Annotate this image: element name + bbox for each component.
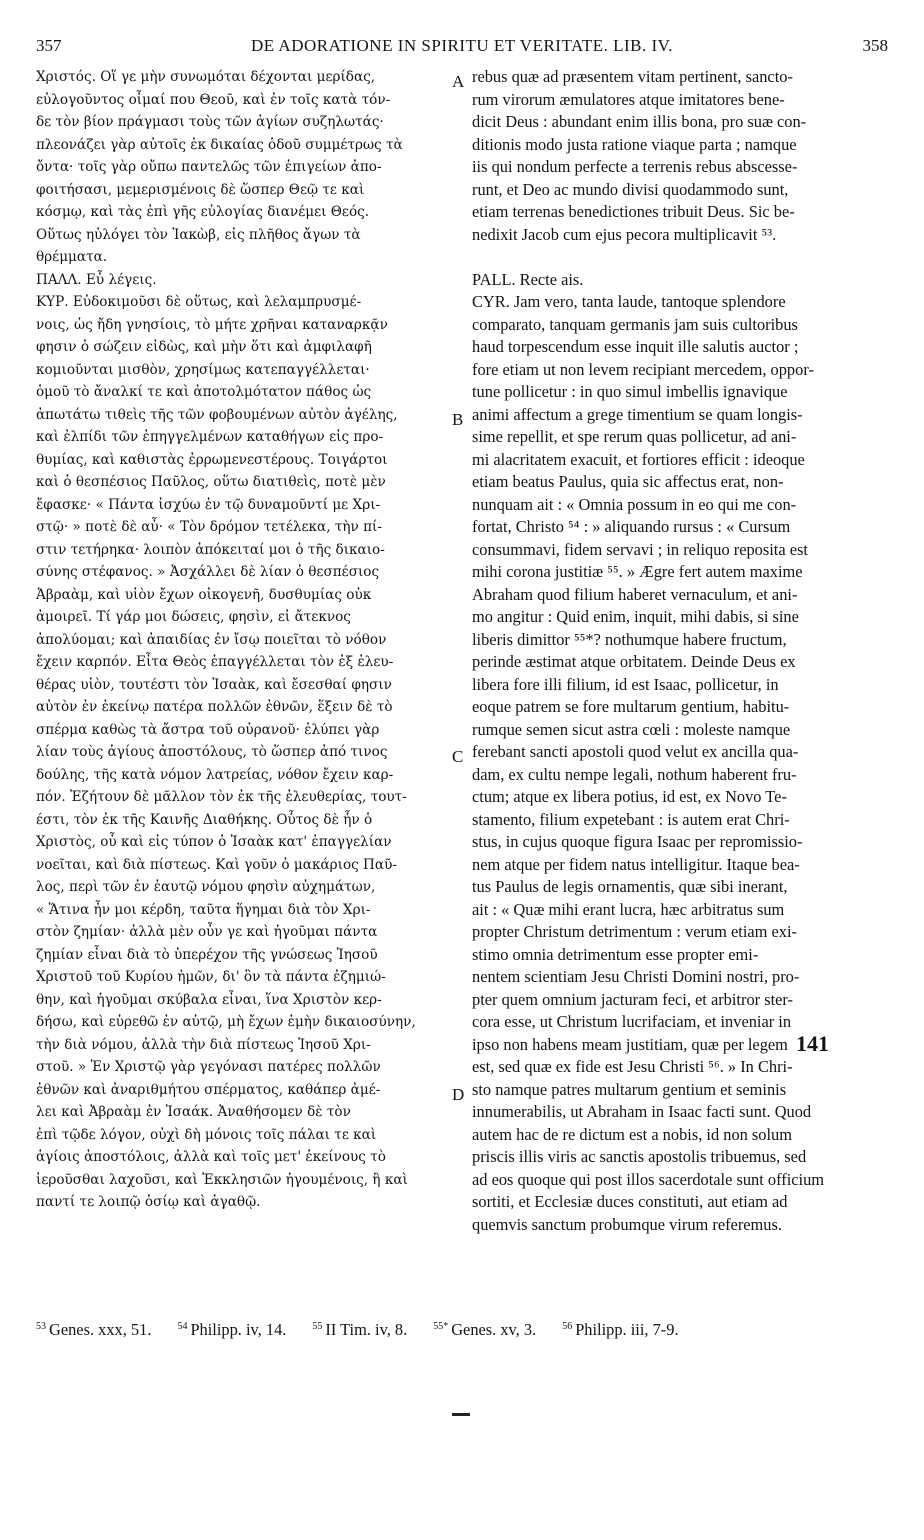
latin-text-line: liberis dimittor ⁵⁵*? nothumque habere fructum, (472, 629, 787, 649)
greek-text-line: ὄντα· τοῖς γὰρ οὔπω παντελῶς τῶν ἐπιγείων ἀπο- (36, 159, 382, 175)
latin-text-line: runt, et Deo ac mundo divisi quodammodo sunt, (472, 179, 789, 199)
greek-text-line: έστι, τὸν ἐκ τῆς Καινῆς Διαθήκης. Οὗτος δὲ ἦν ὁ (36, 811, 373, 828)
latin-text-line: autem hac de re dictum est a nobis, id non solum (472, 1124, 793, 1144)
greek-text-line: ΚΥΡ. Εὐδοκιμοῦσι δὲ οὕτως, καὶ λελαμπρυσμέ- (36, 294, 362, 310)
greek-text-line: Χριστοῦ τοῦ Κυρίου ἡμῶν, δι' ὃν τὰ πάντα ἐζημιώ- (36, 969, 386, 985)
greek-text-line: δε τὸν βίον πράγμασι τοὺς τῶν ἁγίων συζηλωτάς· (36, 114, 384, 130)
latin-text-line (472, 246, 892, 269)
greek-text-line: φοιτήσασι, μεμερισμένοις δὲ ὥσπερ Θεῷ τε καὶ (36, 181, 365, 198)
greek-text-line: ἔχειν καρπόν. Εἶτα Θεὸς ἐπαγγέλλεται τὸν ἐξ ἐλευ- (36, 654, 394, 670)
footnote-reference: Genes. xxx, 51. (49, 1320, 152, 1339)
latin-column (472, 66, 892, 1236)
section-marker: A (452, 72, 465, 91)
latin-text-line: mo angitur : Quid enim, inquit, mihi dabis, si sine (472, 607, 799, 626)
greek-text-line: Χριστός. Οἵ γε μὴν συνωμόται δέχονται μερίδας, (36, 69, 376, 85)
greek-text-line: θην, καὶ ἡγοῦμαι σκύβαλα εἶναι, ἵνα Χριστὸν κερ- (36, 991, 382, 1008)
latin-text-line: perinde æstimat atque orbitatem. Deinde Deus ex (472, 652, 796, 671)
bottom-rule (452, 1413, 470, 1416)
footnote (433, 1320, 536, 1340)
latin-text-line: rumque semen sicut astra cœli : moleste namque (472, 719, 791, 739)
greek-text-line: λος, περὶ τῶν ἐν ἑαυτῷ νόμου φησὶν αὐχημάτων, (36, 879, 376, 895)
footnote-reference: Genes. xv, 3. (451, 1320, 537, 1339)
greek-text-line: ὁμοῦ τὸ ἄναλκί τε καὶ ἀποτολμότατον πάθος ὡς (36, 384, 372, 400)
running-header (36, 36, 888, 60)
latin-text-line: CYR. Jam vero, tanta laude, tantoque splendore (472, 292, 786, 311)
greek-text-line: λει καὶ Ἀβραὰμ ἐν Ἰσαάκ. Ἀναθήσομεν δὲ τὸν (36, 1104, 351, 1120)
latin-text-line: nem atque per fidem natus intelligitur. Itaque bea- (472, 854, 800, 874)
latin-text-line: haud torpescendum esse inquit ille salutis auctor ; (472, 337, 799, 356)
greek-text-line: ἀπολύομαι; καὶ ἀπαιδίας ἐν ἴσῳ ποιεῖται τὸ νόθον (36, 631, 387, 648)
footnote (177, 1320, 286, 1340)
latin-text-line: nunquam ait : « Omnia possum in eo qui me con- (472, 494, 797, 514)
margin-page-number: 141 (796, 1031, 829, 1056)
footnote (312, 1320, 407, 1340)
greek-text-line: δήσω, καὶ εὑρεθῶ ἐν αὐτῷ, μὴ ἔχων ἐμὴν δικαιοσύνην, (36, 1014, 416, 1030)
greek-text-line: παντί τε λοιπῷ ὁσίῳ καὶ ἀγαθῷ. (36, 1194, 261, 1210)
greek-text-line: ἱεροῦσθαι λαχοῦσι, καὶ Ἐκκλησιῶν ἡγουμένοις, ἢ καὶ (36, 1171, 408, 1188)
greek-text-line: Οὕτως ηὐλόγει τὸν Ἰακὼβ, εἰς πλῆθος ἄγων τὰ (36, 226, 361, 243)
running-title: DE ADORATIONE IN SPIRITU ET VERITATE. LIB. IV. (250, 36, 674, 55)
greek-text-line: τὴν διὰ νόμου, ἀλλὰ τὴν διὰ πίστεως Ἰησοῦ Χρι- (36, 1036, 371, 1053)
greek-text-line: καὶ ἐλπίδι τῶν ἐπηγγελμένων καταθήγων εἰς προ- (36, 429, 384, 445)
latin-text-line: comparato, tanquam germanis jam suis cultoribus (472, 314, 798, 334)
greek-text-line: Ἀβραὰμ, καὶ υἱὸν ἔχων οἰκογενῆ, δυσθυμίας οὐκ (36, 586, 372, 603)
greek-text-line: νοις, ὡς ἤδη γνησίοις, τὸ μήτε χρῆναι καταναρκᾷν (36, 316, 388, 333)
page-number-right: 358 (862, 36, 888, 55)
greek-text-line: ἀπωτάτω τιθεὶς τῆς τῶν φοβουμένων αὐτὸν ἀγέλης, (36, 406, 398, 423)
latin-text-line: fortat, Christo ⁵⁴ : » aliquando rursus : « Cursum (472, 517, 791, 536)
latin-text-line: ait : « Quæ mihi erant lucra, hæc arbitratus sum (472, 899, 785, 919)
greek-text-line: στὸν ζημίαν· ἀλλὰ μὲν οὖν γε καὶ ἡγοῦμαι πάντα (36, 924, 378, 940)
latin-text-line: ferebant sancti apostoli quod velut ex ancilla qua- (472, 742, 799, 761)
latin-text-line: sto namque patres multarum gentium et seminis (472, 1079, 787, 1099)
latin-text-line: tune pollicetur : in quo simul imbellis ignavique (472, 382, 788, 401)
footnote-reference: Philipp. iii, 7-9. (575, 1320, 679, 1339)
latin-text-line: ctum; atque ex libera potius, id est, ex Novo Te- (472, 787, 787, 806)
footnote (562, 1320, 678, 1340)
greek-text-line: θυμίας, καὶ καθιστὰς ἐρρωμενεστέρους. Τοιγάρτοι (36, 451, 388, 468)
page-number-left: 357 (36, 36, 62, 55)
greek-text-line: σπέρμα καθὼς τὰ ἄστρα τοῦ οὐρανοῦ· ἐλύπει γὰρ (36, 721, 380, 738)
greek-text-line: νοεῖται, καὶ διὰ πίστεως. Καὶ γοῦν ὁ μακάριος Παῦ- (36, 856, 397, 873)
latin-text-line: dam, ex cultu nempe legali, nothum haberent fru- (472, 764, 797, 784)
section-marker: B (452, 409, 464, 429)
greek-text-line: ἔφασκε· « Πάντα ἰσχύω ἐν τῷ δυναμοῦντί με Χρι- (36, 496, 381, 513)
latin-text-line: animi affectum a grege timentium se quam longis- (472, 404, 803, 424)
greek-text-line: ἐπὶ τῷδε λόγον, οὐχὶ δὴ μόνοις τοῖς πάλαι τε καὶ (36, 1126, 377, 1143)
latin-text-line: pter quem omnium jacturam feci, et arbitror ster- (472, 989, 793, 1009)
greek-text-line: θέρας υἱὸν, τουτέστι τὸν Ἰσαὰκ, καὶ ἔσεσθαί φησιν (36, 676, 392, 693)
latin-text-line: stus, in cujus quoque figura Isaac per repromissio- (472, 832, 803, 851)
latin-text-line: nentem scientiam Jesu Christi Domini nostri, pro- (472, 967, 800, 986)
latin-text-line: stimo omnia detrimentum esse propter emi- (472, 944, 759, 964)
latin-text-line: iis qui nondum perfecte a terrenis rebus abscesse- (472, 157, 798, 176)
footnote-reference: Philipp. iv, 14. (190, 1320, 287, 1339)
footnote-number: 56 (562, 1320, 573, 1332)
latin-text-line: libera fore illi filium, id est Isaac, pollicetur, in (472, 674, 779, 694)
greek-text-line: Χριστὸς, οὗ καὶ εἰς τύπον ὁ Ἰσαὰκ κατ' ἐπαγγελίαν (36, 834, 392, 850)
latin-text-line: priscis illis viris ac sanctis apostolis tribuemus, sed (472, 1147, 807, 1166)
greek-text-line: ἐθνῶν καὶ ἀναριθμήτου σπέρματος, καθάπερ ἀμέ- (36, 1081, 381, 1098)
latin-text-line: rum virorum æmulatores atque imitatores bene- (472, 89, 785, 109)
latin-text-line: fore etiam ut non levem recipiant mercedem, oppor- (472, 359, 814, 379)
greek-text-line: πόν. Ἐζήτουν δὲ μᾶλλον τὸν ἐκ τῆς ἐλευθερίας, τουτ- (36, 789, 407, 805)
latin-text-line: sime repellit, et spe rerum quas pollicetur, ad ani- (472, 427, 797, 446)
latin-text-line: tus Paulus de legis ornamentis, quæ sibi inerant, (472, 877, 788, 896)
latin-text-line: nedixit Jacob cum ejus pecora multiplicavit ⁵³. (472, 224, 777, 244)
latin-text-line: ad eos quoque qui post illos sacerdotale sunt officium (472, 1169, 825, 1189)
latin-text-line: etiam beatus Paulus, quia sic affectus erat, non- (472, 472, 784, 491)
latin-text-line: ipso non habens meam justitiam, quæ per legem (472, 1034, 788, 1054)
latin-text-line: eoque patrem se fore multarum gentium, habitu- (472, 697, 790, 716)
latin-text-line: Abraham quod filium haberet vernaculum, et ani- (472, 584, 798, 604)
greek-text-line: δούλης, τῆς κατὰ νόμον λατρείας, νόθον ἔχειν καρ- (36, 766, 394, 783)
greek-text-line: « Ἅτινα ἦν μοι κέρδη, ταῦτα ἥγημαι διὰ τὸν Χρι- (36, 901, 371, 918)
footnote-number: 55 (312, 1320, 323, 1332)
greek-text-line: πλεονάζει γὰρ αὐτοῖς ἐκ δικαίας ὁδοῦ συμμέτρως τὰ (36, 136, 403, 153)
greek-text-line: κομιοῦνται μισθὸν, χρησίμως κατεπαγγέλλεται· (36, 361, 370, 378)
latin-text-line: sortiti, et Ecclesiæ duces constituti, aut etiam ad (472, 1192, 788, 1211)
footnote (36, 1320, 151, 1340)
greek-text-line: σύνης στέφανος. » Ἀσχάλλει δὲ λίαν ὁ θεσπέσιος (36, 564, 380, 580)
greek-text-line: κόσμῳ, καὶ τὰς ἐπὶ γῆς εὐλογίας διανέμει Θεός. (36, 204, 370, 220)
greek-text-line: καὶ ὁ θεσπέσιος Παῦλος, οὕτω διατιθεὶς, ποτὲ μὲν (36, 474, 386, 490)
latin-text-line: rebus quæ ad præsentem vitam pertinent, sancto- (472, 67, 793, 86)
footnotes (36, 1320, 888, 1340)
greek-text-line: στῷ· » ποτὲ δὲ αὖ· « Τὸν δρόμον τετέλεκα, τὴν πί- (36, 519, 382, 535)
latin-text-line: ditionis modo justa ratione viaque parta ; namque (472, 134, 797, 154)
section-marker: D (452, 1084, 465, 1104)
latin-text-line: consummavi, fidem servavi ; in reliquo reposita est (472, 539, 808, 559)
latin-text-line: innumerabilis, ut Abraham in Isaac facti sunt. Quod (472, 1102, 812, 1121)
greek-text-line: εὐλογοῦντος οἶμαί που Θεοῦ, καὶ ἐν τοῖς κατὰ τόν- (36, 91, 391, 108)
latin-text-line: est, sed quæ ex fide est Jesu Christi ⁵⁶. » In Chri- (472, 1057, 793, 1076)
footnote-reference: II Tim. iv, 8. (325, 1320, 408, 1339)
greek-text-line: φησιν ὁ σώζειν εἰδὼς, καὶ μὴν ὅτι καὶ ἀμφιλαφῆ (36, 339, 372, 355)
footnote-number: 55* (433, 1320, 449, 1332)
greek-text-line: ΠΑΛΛ. Εὖ λέγεις. (36, 271, 157, 288)
greek-text-line: αὐτὸν ἐν ἐκείνῳ πατέρα πολλῶν ἐθνῶν, ἕξειν δὲ τὸ (36, 699, 393, 715)
greek-text-line: ἁγίοις ἀποστόλοις, ἀλλὰ καὶ τοῖς μετ' ἐκείνους τὸ (36, 1149, 386, 1165)
latin-text-line: PALL. Recte ais. (472, 269, 584, 289)
latin-text-line: propter Christum detrimentum : verum etiam exi- (472, 922, 798, 941)
latin-text-line: mihi corona justitiæ ⁵⁵. » Ægre fert autem maxime (472, 562, 803, 581)
latin-text-line: cora esse, ut Christum lucrifaciam, et inveniar in (472, 1012, 792, 1031)
greek-text-line: ζημίαν εἶναι διὰ τὸ ὑπερέχον τῆς γνώσεως Ἰησοῦ (36, 946, 378, 963)
section-marker: C (452, 747, 464, 766)
greek-column (36, 66, 456, 1214)
greek-text-line: στιν τετήρηκα· λοιπὸν ἀπόκειταί μοι ὁ τῆς δικαιο- (36, 541, 385, 558)
greek-text-line: λίαν τοὺς ἁγίους ἀποστόλους, τὸ ὥσπερ ἀπό τινος (36, 744, 388, 760)
latin-text-line: quemvis sanctum probumque virum referemus. (472, 1214, 782, 1234)
latin-text-line: dicit Deus : abundant enim illis bona, pro suæ con- (472, 112, 807, 131)
greek-text-line: θρέμματα. (36, 249, 108, 265)
footnote-number: 54 (177, 1320, 188, 1332)
latin-text-line: etiam terrenas benedictiones tribuit Deus. Sic be- (472, 202, 795, 221)
greek-text-line: ἀμοιρεῖ. Τί γάρ μοι δώσεις, φησὶν, εἰ ἄτεκνος (36, 609, 351, 625)
footnote-number: 53 (36, 1320, 46, 1332)
greek-text-line: στοῦ. » Ἐν Χριστῷ γὰρ γεγόνασι πατέρες πολλῶν (36, 1059, 381, 1075)
latin-text-line: mi alacritatem exacuit, et fortiores efficit : ideoque (472, 449, 805, 469)
latin-text-line: stamento, filium expetebant : is autem erat Chri- (472, 809, 790, 829)
